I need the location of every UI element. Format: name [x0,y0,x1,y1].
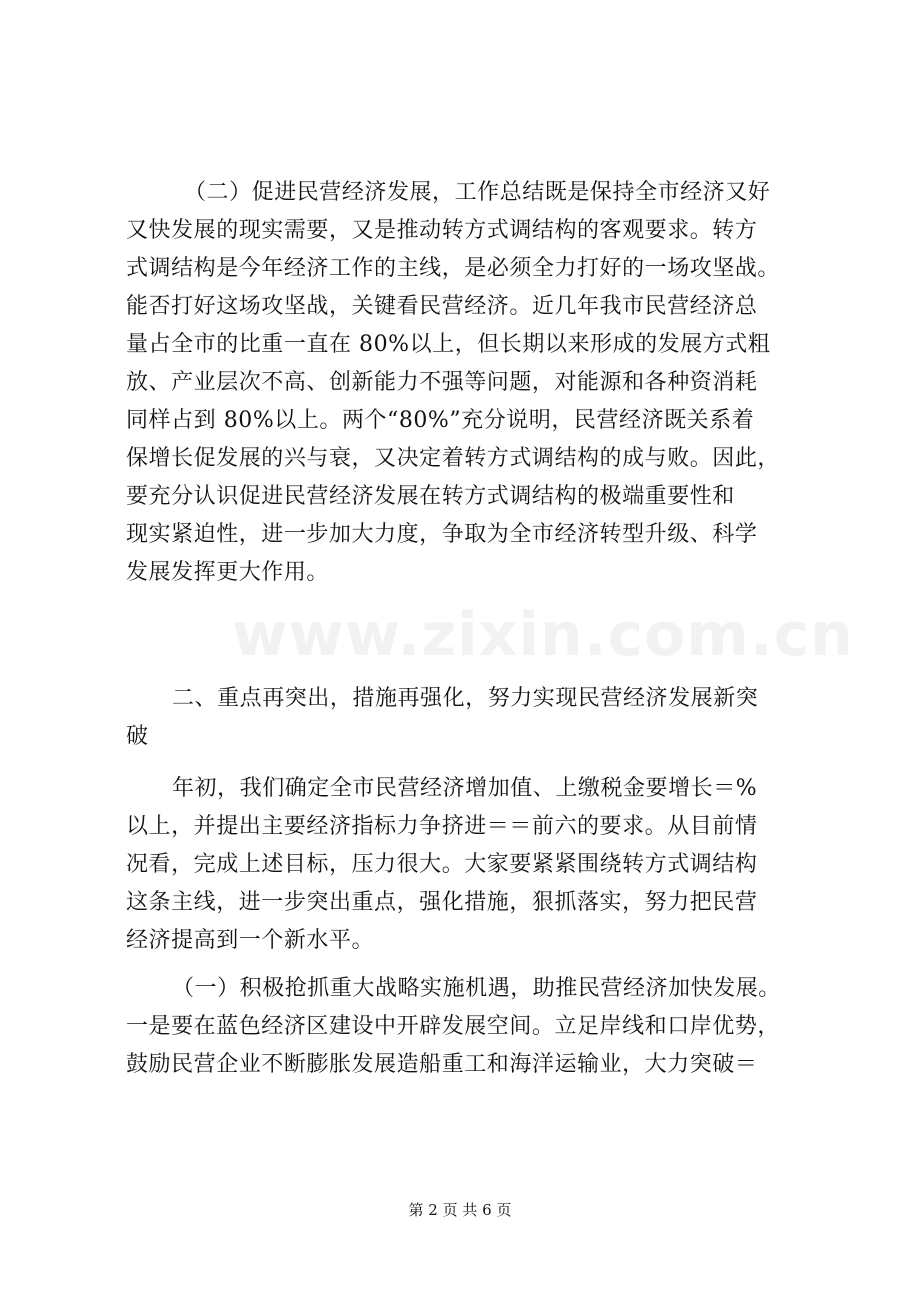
text-line: 量占全市的比重一直在 80%以上，但长期以来形成的发展方式粗 [126,332,771,357]
text-line: （一）积极抢抓重大战略实施机遇，助推民营经济加快发展。 [172,976,781,1001]
text-line: 经济提高到一个新水平。 [126,928,375,953]
text-line: 这条主线，进一步突出重点，强化措施，狠抓落实，努力把民营 [126,890,758,915]
text-line: 一是要在蓝色经济区建设中开辟发展空间。立足岸线和口岸优势， [126,1014,780,1039]
text-line: 年初，我们确定全市民营经济增加值、上缴税金要增长＝% [172,776,758,801]
text-line: 发展发挥更大作用。 [126,560,329,585]
text-line: 现实紧迫性，进一步加大力度，争取为全市经济转型升级、科学 [126,522,758,547]
section-heading: 破 [126,724,149,749]
text-line: 又快发展的现实需要，又是推动转方式调结构的客观要求。转方 [126,218,758,243]
text-line: 鼓励民营企业不断膨胀发展造船重工和海洋运输业，大力突破＝ [126,1052,758,1077]
text-line: 要充分认识促进民营经济发展在转方式调结构的极端重要性和 [126,484,735,509]
text-line: 式调结构是今年经济工作的主线，是必须全力打好的一场攻坚战。 [126,256,780,281]
text-line: 保增长促发展的兴与衰，又决定着转方式调结构的成与败。因此， [126,446,780,471]
text-line: 放、产业层次不高、创新能力不强等问题，对能源和各种资消耗 [126,370,758,395]
section-heading: 二、重点再突出，措施再强化，努力实现民营经济发展新突 [172,686,759,711]
text-line: （二）促进民营经济发展，工作总结既是保持全市经济又好 [184,180,771,205]
watermark: www.zixin.com.cn [232,600,854,670]
text-line: 同样占到 80%以上。两个“80%”充分说明，民营经济既关系着 [126,408,755,433]
text-line: 能否打好这场攻坚战，关键看民营经济。近几年我市民营经济总 [126,294,758,319]
page-number-footer: 第 2 页 共 6 页 [408,1201,512,1219]
text-line: 以上，并提出主要经济指标力争挤进＝＝前六的要求。从目前情 [126,814,758,839]
text-line: 况看，完成上述目标，压力很大。大家要紧紧围绕转方式调结构 [126,852,758,877]
